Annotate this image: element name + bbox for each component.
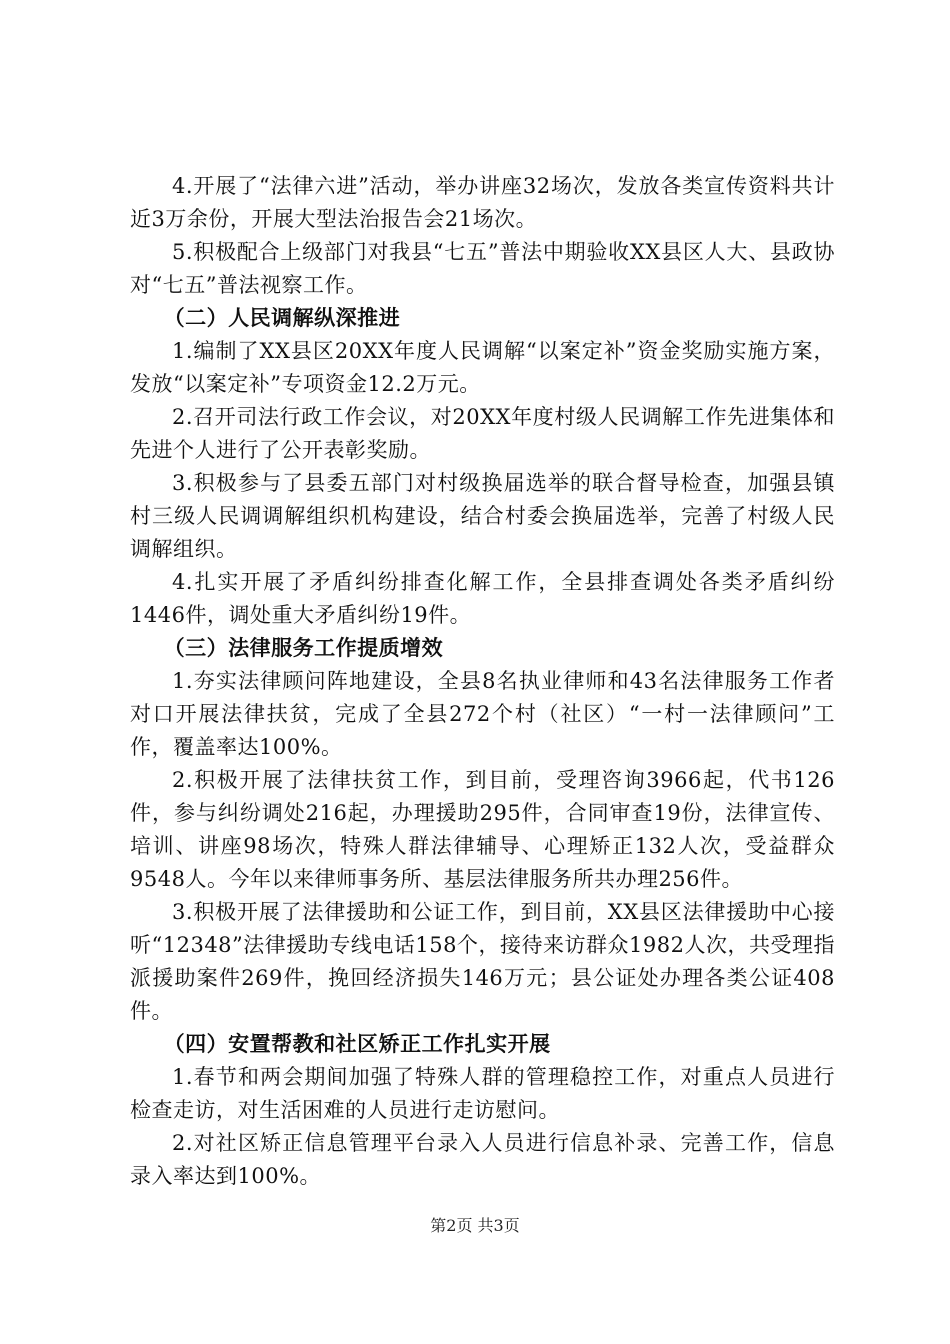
paragraph-publicity-activities: 4.开展了“法律六进”活动，举办讲座32场次，发放各类宣传资料共计近3万余份，开展大型法治报告会21场次。 — [130, 174, 835, 231]
paragraph-legal-advisors: 1.夯实法律顾问阵地建设，全县8名执业律师和43名法律服务工作者对口开展法律扶贫，完成了全县272个村（社区）“一村一法律顾问”工作，覆盖率达100%。 — [130, 669, 835, 759]
section-heading-legal-services: （三）法律服务工作提质增效 — [163, 636, 444, 660]
paragraph-special-groups: 1.春节和两会期间加强了特殊人群的管理稳控工作，对重点人员进行检查走访，对生活困难的人员进行走访慰问。 — [130, 1065, 835, 1122]
paragraph-legal-poverty-relief: 2.积极开展了法律扶贫工作，到目前，受理咨询3966起，代书126件，参与纠纷调处216起，办理援助295件，合同审查19份，法律宣传、培训、讲座98场次，特殊人群法律辅导、心理矫正132人次，受益群众9548人。今年以来律师事务所、基层法律服务所共办理256件。 — [130, 768, 835, 891]
paragraph-mediation-funding: 1.编制了XX县区20XX年度人民调解“以案定补”资金奖励实施方案，发放“以案定补”专项资金12.2万元。 — [130, 339, 835, 396]
section-heading-community-correction: （四）安置帮教和社区矫正工作扎实开展 — [163, 1032, 551, 1056]
paragraph-dispute-resolution: 4.扎实开展了矛盾纠纷排查化解工作，全县排查调处各类矛盾纠纷1446件，调处重大矛盾纠纷19件。 — [130, 570, 835, 627]
paragraph-mediation-awards: 2.召开司法行政工作会议，对20XX年度村级人民调解工作先进集体和先进个人进行了公开表彰奖励。 — [130, 405, 835, 462]
paragraph-election-supervision: 3.积极参与了县委五部门对村级换届选举的联合督导检查，加强县镇村三级人民调调解组织机构建设，结合村委会换届选举，完善了村级人民调解组织。 — [130, 471, 835, 561]
paragraph-inspection-cooperation: 5.积极配合上级部门对我县“七五”普法中期验收XX县区人大、县政协对“七五”普法视察工作。 — [130, 240, 835, 297]
document-body — [130, 170, 835, 1193]
paragraph-legal-aid-notary: 3.积极开展了法律援助和公证工作，到目前，XX县区法律援助中心接听“12348”法律援助专线电话158个，接待来访群众1982人次，共受理指派援助案件269件，挽回经济损失146万元；县公证处办理各类公证408件。 — [130, 900, 835, 1023]
section-heading-mediation: （二）人民调解纵深推进 — [163, 306, 401, 330]
page-number-footer: 第2页 共3页 — [430, 1216, 520, 1235]
paragraph-information-platform: 2.对社区矫正信息管理平台录入人员进行信息补录、完善工作，信息录入率达到100%。 — [130, 1131, 835, 1188]
